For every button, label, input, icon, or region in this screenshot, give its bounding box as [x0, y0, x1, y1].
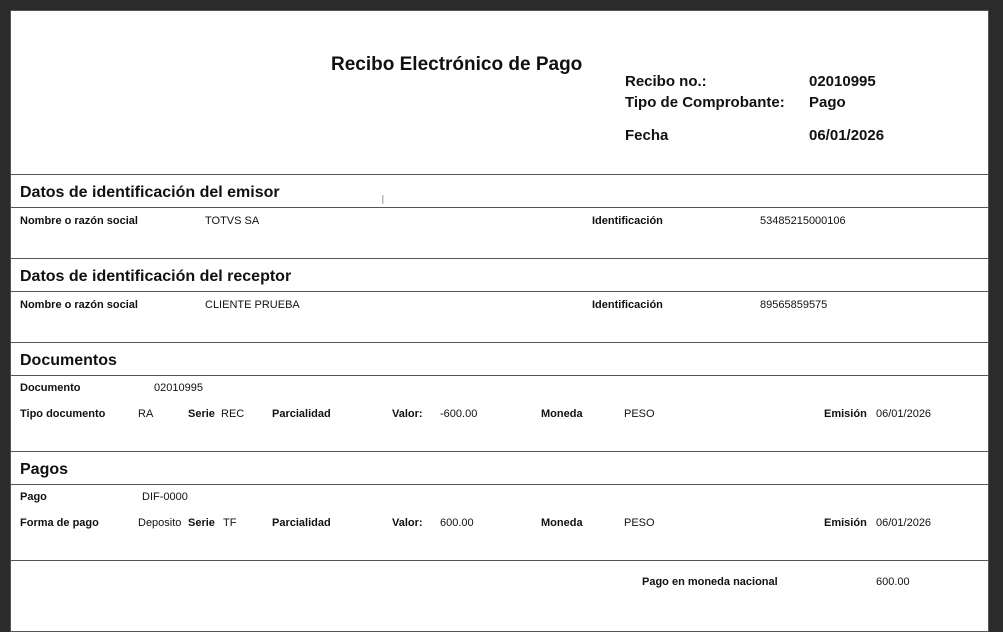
doc-valor-label: Valor: [392, 408, 423, 420]
emisor-nombre-label: Nombre o razón social [20, 215, 138, 227]
forma-pago-value: Deposito [138, 517, 182, 529]
divider [11, 451, 988, 452]
page-title: Recibo Electrónico de Pago [331, 54, 583, 75]
doc-emision-value: 06/01/2026 [876, 408, 932, 420]
emisor-id-label: Identificación [592, 215, 663, 227]
doc-serie-label: Serie [188, 408, 215, 420]
divider [11, 342, 988, 343]
divider [11, 375, 988, 376]
doc-moneda-value: PESO [624, 408, 655, 420]
total-value: 600.00 [876, 576, 910, 588]
pago-value: DIF-0000 [142, 491, 188, 503]
receptor-id-label: Identificación [592, 299, 663, 311]
divider [11, 291, 988, 292]
pago-valor-label: Valor: [392, 517, 423, 529]
pago-moneda-label: Moneda [541, 517, 583, 529]
pago-moneda-value: PESO [624, 517, 655, 529]
pago-parcialidad-label: Parcialidad [272, 517, 331, 529]
text-cursor-icon: I [381, 192, 385, 207]
recibo-no-value: 02010995 [809, 73, 876, 90]
pagos-section-title: Pagos [20, 461, 69, 478]
total-label: Pago en moneda nacional [642, 576, 778, 588]
divider [11, 560, 988, 561]
receptor-id-value: 89565859575 [760, 299, 828, 311]
pago-emision-label: Emisión [824, 517, 867, 529]
recibo-no-label: Recibo no.: [625, 73, 707, 90]
pago-serie-label: Serie [188, 517, 215, 529]
tipo-comprobante-value: Pago [809, 94, 846, 111]
emisor-id-value: 53485215000106 [760, 215, 846, 227]
divider [11, 484, 988, 485]
fecha-label: Fecha [625, 127, 669, 144]
receptor-nombre-label: Nombre o razón social [20, 299, 138, 311]
pago-label: Pago [20, 491, 47, 503]
receptor-section-title: Datos de identificación del receptor [20, 268, 292, 285]
doc-valor-value: -600.00 [440, 408, 478, 420]
tipo-comprobante-label: Tipo de Comprobante: [625, 94, 785, 111]
emisor-nombre-value: TOTVS SA [205, 215, 260, 227]
documento-value: 02010995 [154, 382, 203, 394]
divider [11, 174, 988, 175]
divider [11, 207, 988, 208]
doc-parcialidad-label: Parcialidad [272, 408, 331, 420]
documentos-section-title: Documentos [20, 352, 117, 369]
emisor-section-title: Datos de identificación del emisor [20, 184, 280, 201]
doc-serie-value: REC [221, 408, 245, 420]
doc-emision-label: Emisión [824, 408, 867, 420]
documento-label: Documento [20, 382, 81, 394]
divider [11, 258, 988, 259]
pago-emision-value: 06/01/2026 [876, 517, 932, 529]
receptor-nombre-value: CLIENTE PRUEBA [205, 299, 300, 311]
forma-pago-label: Forma de pago [20, 517, 99, 529]
pago-serie-value: TF [223, 517, 237, 529]
fecha-value: 06/01/2026 [809, 127, 885, 144]
pago-valor-value: 600.00 [440, 517, 474, 529]
receipt-page [10, 10, 989, 632]
tipo-documento-label: Tipo documento [20, 408, 106, 420]
tipo-documento-value: RA [138, 408, 154, 420]
doc-moneda-label: Moneda [541, 408, 583, 420]
